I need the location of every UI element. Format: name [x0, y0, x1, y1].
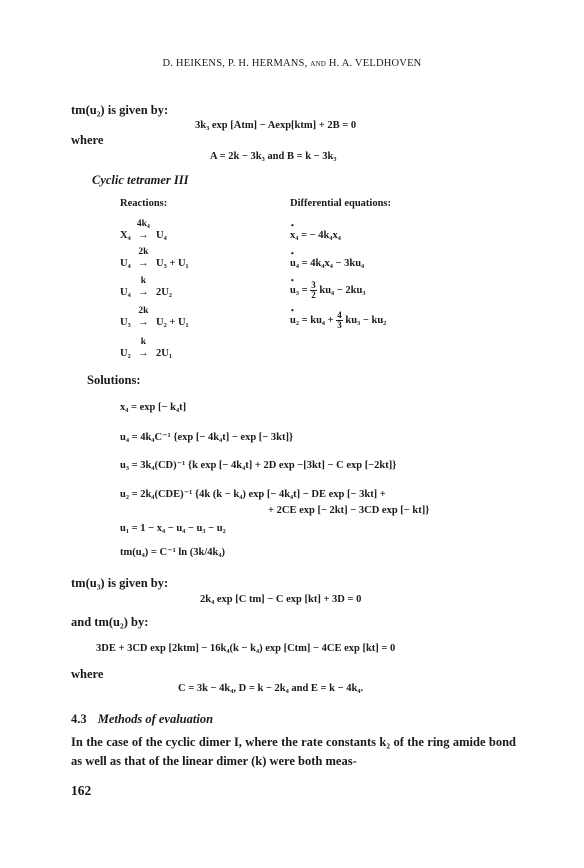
reaction-lhs: U₂ [120, 348, 131, 359]
section-title: Methods of evaluation [97, 712, 214, 726]
diffeq-rhs: = 4k₄x₄ − 3ku₄ [301, 258, 365, 269]
reaction-rhs: 2U₁ [155, 348, 172, 359]
fraction-numerator: 4 [337, 310, 342, 320]
diffeq-heading: Differential equations: [290, 198, 392, 209]
reaction-lhs: U₃ [120, 317, 131, 328]
equation-2: A = 2k − 3k₃ and B = k − 3k₃ [210, 151, 337, 162]
rate-label: k [140, 276, 146, 286]
where-label-2: where [71, 667, 104, 681]
body-paragraph: In the case of the cyclic dimer I, where the rate constants k₂ of the ring amide bond as well as that of the linear dimer (k) were both meas- [71, 735, 516, 768]
rate-label: k [140, 337, 146, 347]
solutions-heading: Solutions: [87, 373, 141, 387]
reaction-rhs: U₄ [155, 230, 167, 241]
section-number: 4.3 [71, 712, 87, 726]
diffeq-row [290, 230, 341, 241]
solution-line: tm(u₄) = C⁻¹ ln (3k/4k₄) [120, 547, 225, 558]
rate-label: 4k₄ [136, 219, 150, 229]
equation-3: 2k₄ exp [C tm] − C exp [kt] + 3D = 0 [200, 594, 362, 605]
reaction-arrow: 4k₄ → [133, 230, 153, 241]
diffeq-row [290, 258, 364, 269]
equation-4: 3DE + 3CD exp [2ktm] − 16k₄(k − k₄) exp [Ctm] − 4CE exp [kt] = 0 [96, 643, 396, 654]
fraction [336, 311, 343, 330]
rate-label: 2k [138, 247, 149, 257]
reaction-rhs: U₂ + U₁ [155, 317, 189, 328]
reaction-row [120, 276, 172, 298]
solution-line: u₂ = 2k₄(CDE)⁻¹ {4k (k − k₄) exp [− 4k₄t] − DE exp [− 3kt] + [120, 489, 386, 500]
tm-u3-line: tm(u₃) is given by: [71, 576, 169, 590]
diffeq-lhs: • u₂ [290, 315, 299, 326]
diffeq-row [290, 311, 386, 330]
reaction-row [120, 247, 189, 269]
diffeq-rhs: = − 4k₄x₄ [301, 230, 341, 241]
fraction [310, 281, 317, 300]
rate-label: 2k [138, 306, 149, 316]
diffeq-rhs: ku₄ − 2ku₃ [319, 284, 366, 296]
diffeq-lhs: • x₄ [290, 230, 298, 241]
running-header: D. HEIKENS, P. H. HERMANS, and H. A. VELDHOVEN [162, 58, 422, 69]
fraction-numerator: 3 [311, 280, 316, 290]
reaction-row [120, 219, 167, 241]
reactions-heading: Reactions: [120, 198, 168, 209]
equation-1: 3k₃ exp [Atm] − Aexp[ktm] + 2B = 0 [195, 120, 357, 131]
reaction-row [120, 306, 189, 328]
solution-line: u₁ = 1 − x₄ − u₄ − u₃ − u₂ [120, 523, 226, 534]
section-title-cyclic-tetramer: Cyclic tetramer III [92, 173, 189, 187]
reaction-arrow: 2k → [133, 258, 153, 269]
diffeq-lhs: • u₄ [290, 258, 299, 269]
solution-line-continuation: + 2CE exp [− 2kt] − 3CD exp [− kt]} [268, 505, 430, 516]
diffeq-lhs: • u₃ [290, 285, 299, 296]
reaction-row [120, 337, 172, 359]
reaction-rhs: 2U₂ [155, 287, 172, 298]
where-label-1: where [71, 133, 104, 147]
diffeq-rhs: ku₃ − ku₂ [345, 314, 387, 326]
reaction-lhs: U₄ [120, 258, 131, 269]
and-line: and tm(u₂) by: [71, 615, 149, 629]
fraction-denominator: 2 [311, 290, 316, 300]
reaction-lhs: U₄ [120, 287, 131, 298]
diffeq-row [290, 281, 366, 300]
reaction-rhs: U₃ + U₁ [155, 258, 189, 269]
intro-line: tm(u₂) is given by: [71, 103, 169, 117]
solution-line: u₃ = 3k₄(CD)⁻¹ {k exp [− 4k₄t] + 2D exp −[3kt] − C exp [−2kt]} [120, 460, 397, 471]
solution-line: u₄ = 4k₄C⁻¹ {exp [− 4k₄t] − exp [− 3kt]} [120, 432, 294, 443]
section-4-3-heading [71, 712, 213, 727]
equation-5: C = 3k − 4k₄, D = k − 2k₄ and E = k − 4k₄. [178, 683, 364, 694]
diffeq-pre: = [301, 284, 308, 296]
diffeq-pre: = ku₄ + [301, 314, 334, 326]
page-number: 162 [71, 783, 92, 798]
fraction-denominator: 3 [337, 320, 342, 330]
solution-line: x₄ = exp [− k₄t] [120, 402, 187, 413]
reaction-arrow: 2k → [133, 317, 153, 328]
reaction-arrow: k → [133, 348, 153, 359]
reaction-arrow: k → [133, 287, 153, 298]
reaction-lhs: X₄ [120, 230, 131, 241]
